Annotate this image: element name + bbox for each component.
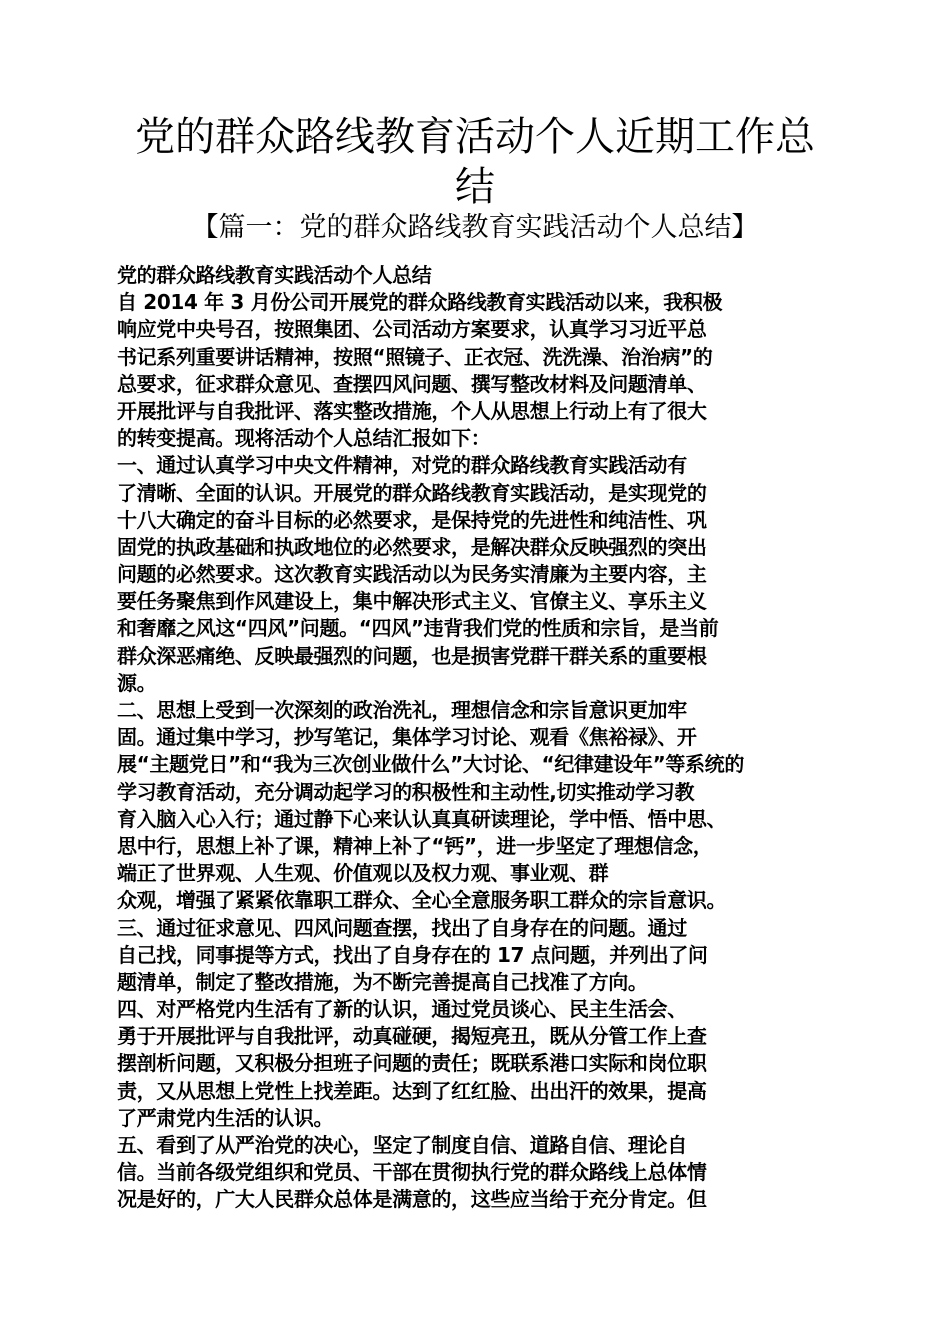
body-line: 信。当前各级党组织和党员、干部在贯彻执行党的群众路线上总体情 <box>117 1160 707 1185</box>
body-line: 端正了世界观、人生观、价值观以及权力观、事业观、群 <box>117 861 609 886</box>
body-line: 四、对严格党内生活有了新的认识，通过党员谈心、民主生活会、 <box>117 997 687 1022</box>
document-subtitle: 【篇一：党的群众路线教育实践活动个人总结】 <box>191 212 759 243</box>
body-line: 了严肃党内生活的认识。 <box>117 1105 334 1130</box>
body-line: 众观，增强了紧紧依靠职工群众、全心全意服务职工群众的宗旨意识。 <box>117 888 727 913</box>
body-line: 题清单，制定了整改措施，为不断完善提高自己找准了方向。 <box>117 969 648 994</box>
body-line: 展“主题党日”和“我为三次创业做什么”大讨论、“纪律建设年”等系统的 <box>117 752 744 777</box>
body-line: 的转变提高。现将活动个人总结汇报如下： <box>117 426 491 451</box>
document-body <box>117 262 837 1214</box>
body-line: 党的群众路线教育实践活动个人总结 <box>117 263 432 287</box>
body-line: 要任务聚焦到作风建设上，集中解决形式主义、官僚主义、享乐主义 <box>117 589 707 614</box>
body-line: 开展批评与自我批评、落实整改措施，个人从思想上行动上有了很大 <box>117 398 707 423</box>
body-line: 问题的必然要求。这次教育实践活动以为民务实清廉为主要内容，主 <box>117 562 707 587</box>
body-line: 和奢靡之风这“四风”问题。“四风”违背我们党的性质和宗旨，是当前 <box>117 616 719 641</box>
body-line: 了清晰、全面的认识。开展党的群众路线教育实践活动，是实现党的 <box>117 480 707 505</box>
body-line: 群众深恶痛绝、反映最强烈的问题，也是损害党群干群关系的重要根 <box>117 643 707 668</box>
body-line: 二、思想上受到一次深刻的政治洗礼，理想信念和宗旨意识更加牢 <box>117 698 687 722</box>
body-line: 源。 <box>117 670 157 695</box>
body-line: 书记系列重要讲话精神，按照“照镜子、正衣冠、洗洗澡、治治病”的 <box>117 344 713 369</box>
document-title <box>110 112 840 212</box>
body-line: 三、通过征求意见、四风问题查摆，找出了自身存在的问题。通过 <box>117 915 687 940</box>
title-line-2: 结 <box>455 164 495 210</box>
body-line: 育入脑入心入行；通过静下心来认认真真研读理论，学中悟、悟中思、 <box>117 806 727 831</box>
body-line: 自 2014 年 3 月份公司开展党的群众路线教育实践活动以来，我积极 <box>117 290 723 315</box>
body-line: 十八大确定的奋斗目标的必然要求，是保持党的先进性和纯洁性、巩 <box>117 507 707 532</box>
body-line: 摆剖析问题，又积极分担班子问题的责任；既联系港口实际和岗位职 <box>117 1051 707 1076</box>
body-line: 固。通过集中学习，抄写笔记，集体学习讨论、观看《焦裕禄》、开 <box>117 725 697 750</box>
body-line: 思中行，思想上补了课，精神上补了“钙”，进一步坚定了理想信念， <box>117 833 713 858</box>
body-line: 勇于开展批评与自我批评，动真碰硬，揭短亮丑，既从分管工作上查 <box>117 1024 707 1049</box>
body-line: 总要求，征求群众意见、查摆四风问题、撰写整改材料及问题清单、 <box>117 371 707 396</box>
body-line: 固党的执政基础和执政地位的必然要求，是解决群众反映强烈的突出 <box>117 534 707 559</box>
body-line: 况是好的，广大人民群众总体是满意的，这些应当给于充分肯定。但 <box>117 1187 707 1212</box>
body-line: 五、看到了从严治党的决心，坚定了制度自信、道路自信、理论自 <box>117 1133 687 1157</box>
body-line: 学习教育活动，充分调动起学习的积极性和主动性,切实推动学习教 <box>117 779 695 804</box>
title-line-1: 党的群众路线教育活动个人近期工作总 <box>135 114 815 160</box>
body-line: 自己找，同事提等方式，找出了自身存在的 17 点问题，并列出了问 <box>117 942 708 967</box>
body-line: 责，又从思想上党性上找差距。达到了红红脸、出出汗的效果，提高 <box>117 1078 707 1103</box>
body-line: 一、通过认真学习中央文件精神，对党的群众路线教育实践活动有 <box>117 453 687 478</box>
body-line: 响应党中央号召，按照集团、公司活动方案要求，认真学习习近平总 <box>117 317 707 342</box>
